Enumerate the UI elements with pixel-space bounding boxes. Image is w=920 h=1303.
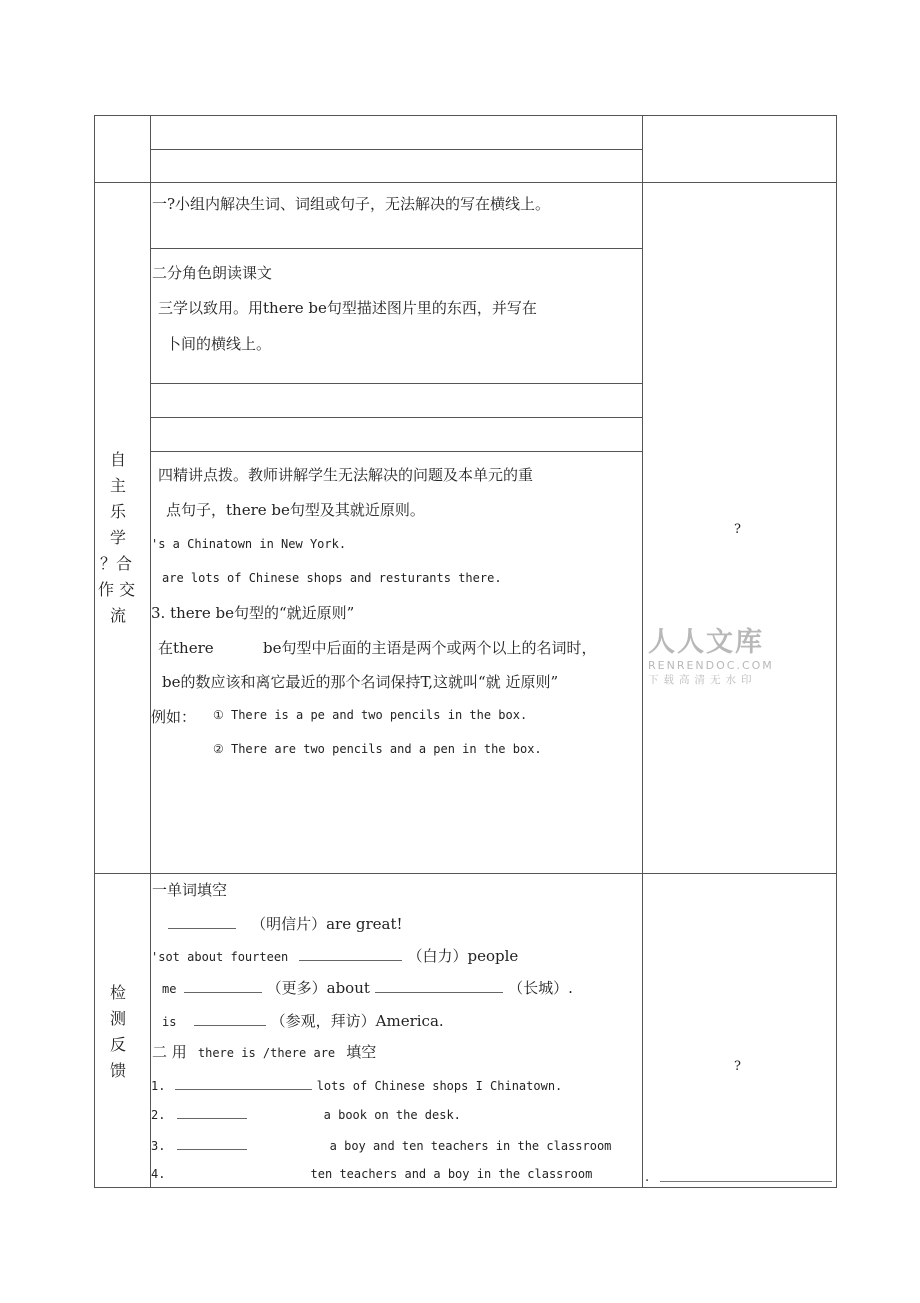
blank-line	[150, 383, 642, 384]
blank-line	[150, 451, 642, 452]
label-char: 乐	[109, 502, 126, 521]
rule-line1-b: be句型中后面的主语是两个或两个以上的名词时，	[263, 639, 597, 657]
question-number: 1.	[151, 1079, 166, 1093]
label-char: 自	[109, 450, 126, 469]
blank-line	[150, 149, 642, 150]
question-number: 4.	[151, 1167, 166, 1181]
part-2-title-text: there is /there are	[197, 1046, 336, 1060]
label-char: 学	[109, 528, 126, 547]
fill-question-3	[151, 1135, 611, 1154]
question-2	[151, 945, 518, 966]
question-3	[162, 977, 573, 998]
step-4-text-line2: 点句子，there be句型及其就近原则。	[166, 501, 425, 519]
section-label-test	[108, 980, 128, 1084]
question-text: （明信片）are great!	[251, 915, 403, 933]
label-char: ？合	[100, 554, 133, 573]
question-text: （更多）about	[266, 979, 370, 997]
part-2-title-text: 填空	[346, 1043, 377, 1061]
table-border-right	[836, 115, 837, 1188]
step-3-text-line2: 卜间的横线上。	[166, 335, 272, 353]
fill-blank[interactable]	[177, 1137, 247, 1150]
part-2-title-text: 二 用	[152, 1043, 187, 1061]
question-text: is	[162, 1015, 177, 1029]
column-divider	[642, 115, 643, 1188]
rule-title: 3. there be句型的“就近原则”	[151, 604, 355, 622]
fill-blank[interactable]	[177, 1106, 247, 1119]
fill-blank[interactable]	[375, 980, 503, 993]
column-divider	[150, 115, 151, 1188]
question-text: me	[162, 982, 177, 996]
label-char: 测	[109, 1009, 126, 1028]
watermark	[648, 620, 774, 687]
question-number: 2.	[151, 1108, 166, 1122]
watermark-title: 人人文库	[648, 627, 764, 658]
row-divider	[94, 873, 837, 874]
fill-blank[interactable]	[299, 948, 402, 961]
question-mark: ?	[734, 1059, 741, 1074]
question-1	[168, 913, 403, 934]
question-mark: ?	[734, 522, 741, 537]
dot-mark: .	[645, 1170, 650, 1185]
label-char: 反	[109, 1035, 126, 1054]
example-2: ② There are two pencils and a pen in the box.	[213, 742, 542, 756]
watermark-url: RENRENDOC.COM	[648, 659, 774, 672]
question-4	[162, 1010, 444, 1031]
question-text: ten teachers and a boy in the classroom	[310, 1167, 593, 1181]
fill-question-4	[151, 1163, 592, 1182]
fill-question-2	[151, 1104, 461, 1123]
question-text: （白力）people	[407, 947, 519, 965]
step-2-text: 二分角色朗读课文	[152, 264, 273, 282]
part-2-title	[152, 1041, 376, 1062]
table-border-top	[94, 115, 837, 116]
step-4-text-line1: 四精讲点拨。教师讲解学生无法解决的问题及本单元的重	[158, 466, 534, 484]
section-label-self-study	[98, 447, 136, 629]
label-char: 主	[109, 476, 126, 495]
fill-blank[interactable]	[184, 980, 262, 993]
question-text: （长城）.	[508, 979, 573, 997]
example-1: ① There is a pe and two pencils in the box.	[213, 708, 528, 722]
example-label: 例如：	[151, 708, 197, 726]
table-border-bottom	[94, 1187, 837, 1188]
fill-blank[interactable]	[175, 1077, 312, 1090]
rule-line1-a: 在there	[158, 639, 214, 657]
rule-line2: be的数应该和离它最近的那个名词保持T,这就叫“就 近原则”	[162, 673, 559, 691]
label-char: 作 交	[98, 580, 136, 599]
question-number: 3.	[151, 1139, 166, 1153]
question-text: 'sot about fourteen	[151, 950, 289, 964]
label-char: 流	[109, 606, 126, 625]
blank-line	[150, 248, 642, 249]
answer-blank[interactable]	[660, 1181, 832, 1182]
question-text: a boy and ten teachers in the classroom	[329, 1139, 612, 1153]
question-text: lots of Chinese shops I Chinatown.	[316, 1079, 563, 1093]
table-border-left	[94, 115, 95, 1188]
question-text: a book on the desk.	[323, 1108, 461, 1122]
watermark-slogan: 下载高清无水印	[648, 674, 757, 686]
step-3-text-line1: 三学以致用。用there be句型描述图片里的东西，并写在	[158, 299, 537, 317]
row-divider	[94, 182, 837, 183]
question-text: （参观，拜访）America.	[270, 1012, 444, 1030]
label-char: 馈	[109, 1061, 126, 1080]
example-sentence-1: 's a Chinatown in New York.	[151, 537, 347, 551]
example-sentence-2: are lots of Chinese shops and resturants there.	[162, 571, 502, 585]
fill-blank[interactable]	[194, 1013, 266, 1026]
label-char: 检	[109, 983, 126, 1002]
blank-line	[150, 417, 642, 418]
part-1-title: 一单词填空	[152, 881, 228, 899]
step-1-text: 一?小组内解决生词、词组或句子，无法解决的写在横线上。	[152, 195, 551, 213]
fill-blank[interactable]	[168, 916, 236, 929]
fill-question-1	[151, 1075, 562, 1094]
